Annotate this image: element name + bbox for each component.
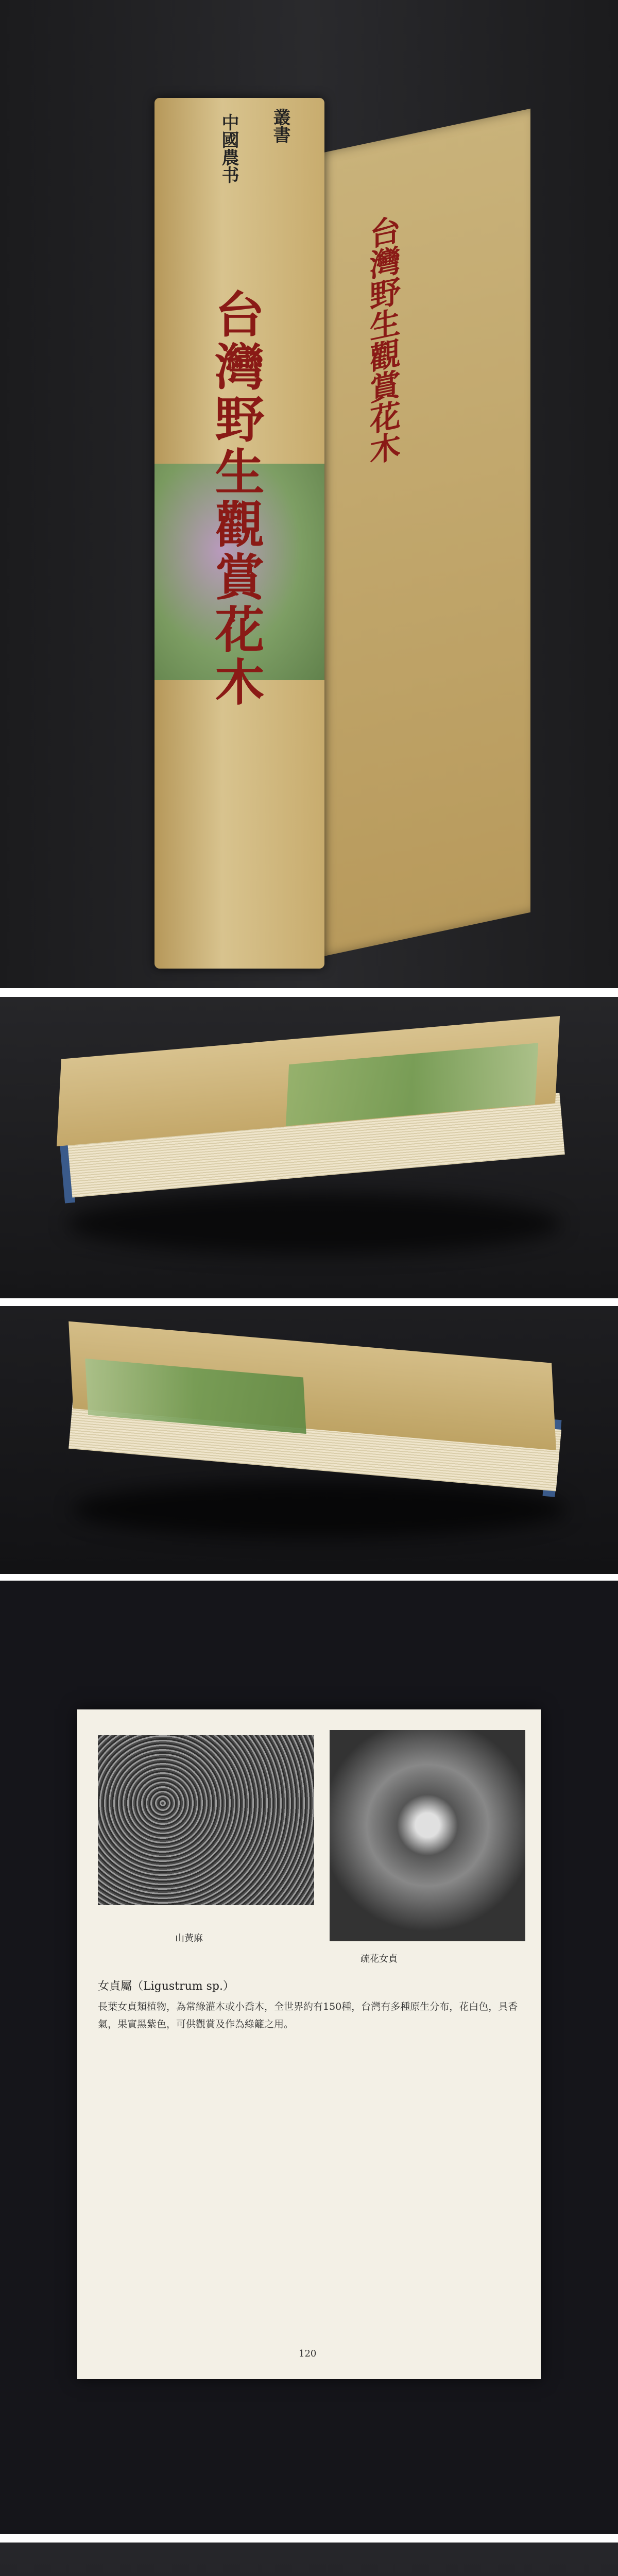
spine-title: 台灣野生觀賞花木: [207, 289, 265, 709]
shrub-photo: [98, 1735, 314, 1905]
cover-title-angled: 台灣野生觀賞花木: [365, 212, 401, 468]
book-spine-photo: [0, 0, 618, 988]
front-cover-edge: [314, 109, 530, 958]
photo-caption-1: 山黃麻: [175, 1933, 203, 1944]
book-shadow: [72, 1481, 566, 1538]
photo-caption-2: 疏花女貞: [360, 1954, 398, 1964]
interior-page-photo: [0, 1581, 618, 2534]
page-number: 120: [299, 2348, 317, 2359]
section-heading: 女貞屬（Ligustrum sp.）: [98, 1980, 234, 1993]
spine-series: 叢書: [270, 108, 290, 143]
flower-photo: [330, 1730, 525, 1941]
book-flat-view-1: [0, 997, 618, 1298]
body-paragraph: 長葉女貞類植物，為常綠灌木或小喬木，全世界約有150種，台灣有多種原生分布，花白色，具香氣，果實黑紫色，可供觀賞及作為綠籬之用。: [98, 2001, 518, 2030]
book-shadow: [67, 1193, 561, 1255]
open-book-photo: [0, 2543, 618, 2576]
book-flat-view-2: [0, 1306, 618, 1574]
spine-publisher: 中國農书: [218, 113, 239, 183]
